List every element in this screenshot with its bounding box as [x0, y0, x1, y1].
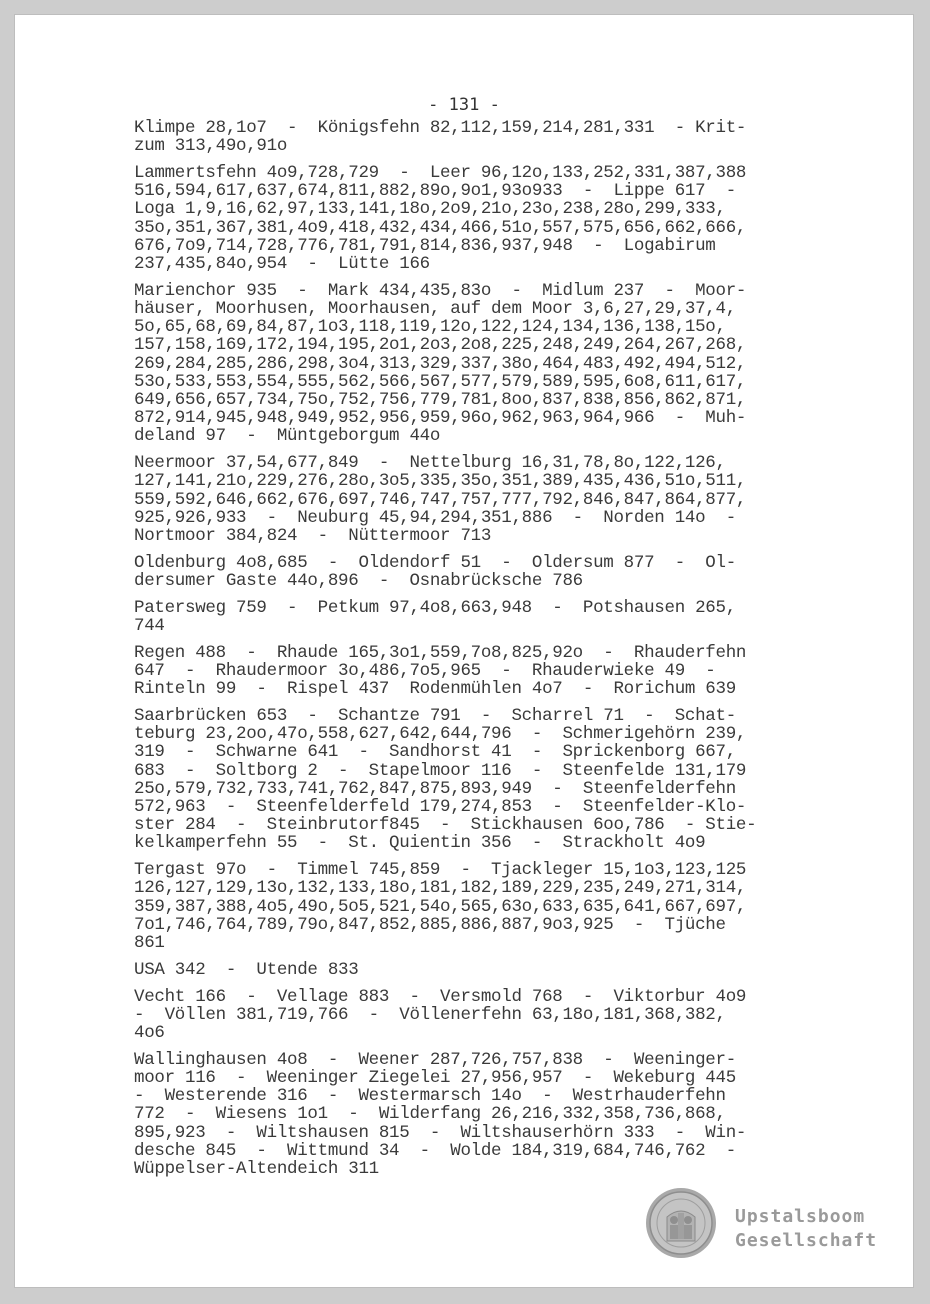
index-entry-line: Nortmoor 384,824 - Nüttermoor 713 — [134, 526, 492, 547]
society-name-line-2: Gesellschaft — [735, 1230, 878, 1251]
index-entry-line: Wüppelser-Altendeich 311 — [134, 1159, 379, 1180]
index-entry — [134, 164, 834, 273]
index-entry — [134, 454, 834, 545]
index-entry-line: - Völlen 381,719,766 - Völlenerfehn 63,18o,181,368,382, — [134, 1004, 726, 1025]
index-entry-line: 647 - Rhaudermoor 3o,486,7o5,965 - Rhauderwieke 49 - — [134, 661, 716, 682]
index-entry-line: Klimpe 28,1o7 - Königsfehn 82,112,159,214,281,331 - Krit- — [134, 118, 747, 138]
index-entry-line: 683 - Soltborg 2 - Stapelmoor 116 - Steenfelde 131,179 — [134, 760, 747, 781]
index-entry-line: ster 284 - Steinbrutorf845 - Stickhausen 6oo,786 - Stie- — [134, 815, 757, 836]
index-entry-line: 925,926,933 - Neuburg 45,94,294,351,886 - Norden 14o - — [134, 507, 736, 528]
index-entry-line: 772 - Wiesens 1o1 - Wilderfang 26,216,332,358,736,868, — [134, 1104, 726, 1125]
index-entry — [134, 644, 834, 699]
index-entry-line: 516,594,617,637,674,811,882,89o,9o1,93o933 - Lippe 617 - — [134, 181, 736, 202]
index-entry-line: Loga 1,9,16,62,97,133,141,18o,2o9,21o,23o,238,28o,299,333, — [134, 199, 726, 220]
index-entry-line: zum 313,49o,91o — [134, 136, 288, 157]
index-entry-line: Lammertsfehn 4o9,728,729 - Leer 96,12o,133,252,331,387,388 — [134, 163, 747, 183]
index-entry-line: dersumer Gaste 44o,896 - Osnabrücksche 786 — [134, 571, 583, 592]
index-entry-line: 872,914,945,948,949,952,956,959,96o,962,963,964,966 - Muh- — [134, 408, 747, 429]
index-entry-line: 744 — [134, 616, 165, 637]
index-entry-line: Regen 488 - Rhaude 165,3o1,559,7o8,825,92o - Rhauderfehn — [134, 642, 747, 663]
index-entry-line: 359,387,388,4o5,49o,5o5,521,54o,565,63o,633,635,641,667,697, — [134, 896, 747, 917]
index-entry-line: 5o,65,68,69,84,87,1o3,118,119,12o,122,124,134,136,138,15o, — [134, 317, 726, 338]
index-entry-line: 861 — [134, 933, 165, 954]
index-entry — [134, 988, 834, 1043]
document-page — [14, 14, 914, 1288]
index-entry-line: 269,284,285,286,298,3o4,313,329,337,38o,464,483,492,494,512, — [134, 353, 747, 374]
place-index — [134, 119, 834, 1187]
index-entry-line: deland 97 - Müntgeborgum 44o — [134, 426, 441, 447]
index-entry-line: 319 - Schwarne 641 - Sandhorst 41 - Sprickenborg 667, — [134, 742, 736, 763]
index-entry-line: 126,127,129,13o,132,133,18o,181,182,189,229,235,249,271,314, — [134, 878, 747, 899]
index-entry-line: Rinteln 99 - Rispel 437 Rodenmühlen 4o7 - Rorichum 639 — [134, 679, 736, 700]
index-entry-line: 127,141,21o,229,276,28o,3o5,335,35o,351,389,435,436,51o,511, — [134, 471, 747, 492]
index-entry-line: 237,435,84o,954 - Lütte 166 — [134, 254, 430, 275]
index-entry-line: Marienchor 935 - Mark 434,435,83o - Midlum 237 - Moor- — [134, 280, 747, 301]
index-entry-line: Saarbrücken 653 - Schantze 791 - Scharrel 71 - Schat- — [134, 706, 736, 727]
index-entry-line: Oldenburg 4o8,685 - Oldendorf 51 - Oldersum 877 - Ol- — [134, 552, 736, 573]
index-entry-line: Wallinghausen 4o8 - Weener 287,726,757,838 - Weeninger- — [134, 1049, 736, 1070]
society-name — [735, 1205, 877, 1253]
index-entry — [134, 961, 834, 979]
index-entry-line: 53o,533,553,554,555,562,566,567,577,579,589,595,6o8,611,617, — [134, 371, 747, 392]
society-seal-logo — [645, 1187, 717, 1259]
index-entry — [134, 861, 834, 952]
index-entry-line: 649,656,657,734,75o,752,756,779,781,8oo,837,838,856,862,871, — [134, 390, 747, 411]
index-entry-line: 157,158,169,172,194,195,2o1,2o3,2o8,225,248,249,264,267,268, — [134, 335, 747, 356]
index-entry-line: häuser, Moorhusen, Moorhausen, auf dem Moor 3,6,27,29,37,4, — [134, 299, 736, 320]
index-entry-line: USA 342 - Utende 833 — [134, 959, 359, 980]
index-entry-line: Vecht 166 - Vellage 883 - Versmold 768 - Viktorbur 4o9 — [134, 986, 747, 1007]
index-entry-line: Patersweg 759 - Petkum 97,4o8,663,948 - Potshausen 265, — [134, 597, 736, 618]
index-entry-line: 35o,351,367,381,4o9,418,432,434,466,51o,557,575,656,662,666, — [134, 217, 747, 238]
index-entry-line: 7o1,746,764,789,79o,847,852,885,886,887,9o3,925 - Tjüche — [134, 914, 726, 935]
index-entry — [134, 119, 834, 155]
index-entry-line: kelkamperfehn 55 - St. Quientin 356 - Strackholt 4o9 — [134, 833, 706, 854]
index-entry-line: teburg 23,2oo,47o,558,627,642,644,796 - Schmerigehörn 239, — [134, 724, 747, 745]
index-entry-line: moor 116 - Weeninger Ziegelei 27,956,957 - Wekeburg 445 — [134, 1068, 736, 1089]
index-entry-line: 559,592,646,662,676,697,746,747,757,777,792,846,847,864,877, — [134, 489, 747, 510]
page-number: - 131 - — [428, 95, 500, 115]
index-entry — [134, 599, 834, 635]
index-entry-line: Neermoor 37,54,677,849 - Nettelburg 16,31,78,8o,122,126, — [134, 453, 726, 474]
index-entry — [134, 1051, 834, 1178]
index-entry-line: 572,963 - Steenfelderfeld 179,274,853 - Steenfelder-Klo- — [134, 797, 747, 818]
index-entry-line: 676,7o9,714,728,776,781,791,814,836,937,948 - Logabirum — [134, 235, 716, 256]
index-entry-line: 25o,579,732,733,741,762,847,875,893,949 - Steenfelderfehn — [134, 778, 736, 799]
index-entry — [134, 707, 834, 853]
society-name-line-1: Upstalsboom — [735, 1206, 866, 1227]
index-entry-line: desche 845 - Wittmund 34 - Wolde 184,319,684,746,762 - — [134, 1140, 736, 1161]
index-entry-line: Tergast 97o - Timmel 745,859 - Tjackleger 15,1o3,123,125 — [134, 860, 747, 881]
index-entry — [134, 282, 834, 446]
index-entry-line: - Westerende 316 - Westermarsch 14o - Westrhauderfehn — [134, 1086, 726, 1107]
index-entry-line: 4o6 — [134, 1023, 165, 1044]
index-entry — [134, 554, 834, 590]
index-entry-line: 895,923 - Wiltshausen 815 - Wiltshauserhörn 333 - Win- — [134, 1122, 747, 1143]
